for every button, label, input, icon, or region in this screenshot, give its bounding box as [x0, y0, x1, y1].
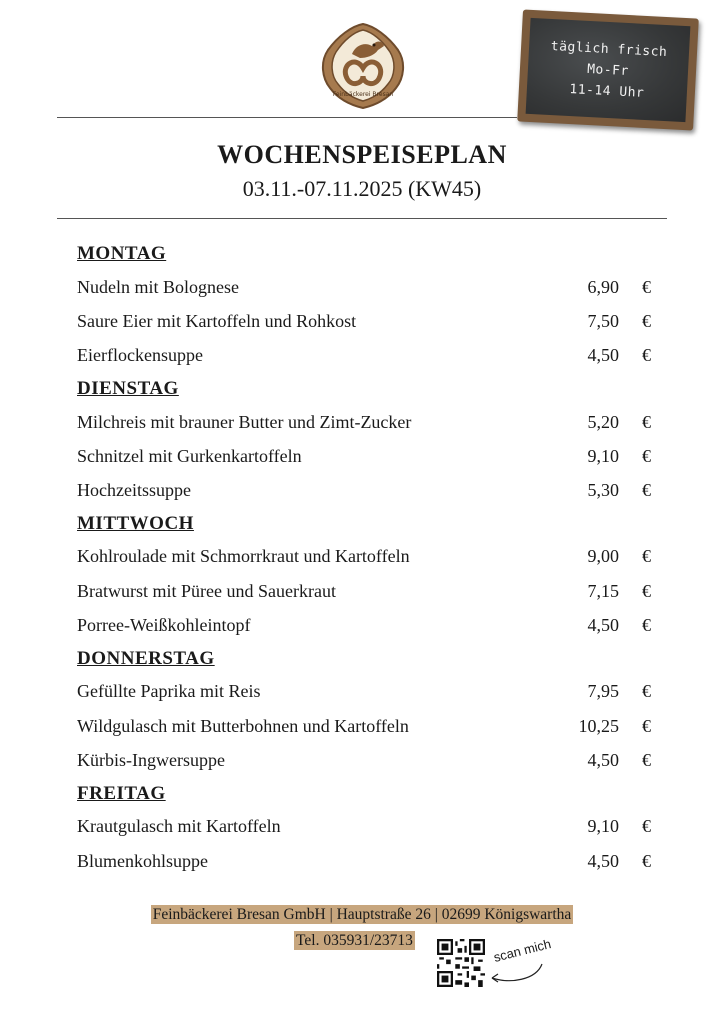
currency: €	[642, 580, 651, 601]
currency: €	[642, 615, 651, 636]
menu-item	[77, 339, 651, 373]
menu-item	[77, 675, 651, 709]
currency: €	[642, 345, 651, 366]
menu-item	[77, 574, 651, 608]
currency: €	[642, 445, 651, 466]
dish-name: Wildgulasch mit Butterbohnen und Kartoffeln	[77, 715, 409, 736]
day-heading: FREITAG	[77, 782, 166, 804]
dish-price: 7,50	[587, 310, 619, 331]
divider	[57, 218, 667, 219]
curved-arrow-icon	[486, 958, 546, 988]
dish-name: Bratwurst mit Püree und Sauerkraut	[77, 580, 336, 601]
dish-price: 6,90	[587, 276, 619, 297]
dish-name: Eierflockensuppe	[77, 345, 203, 366]
phone-number: Tel. 035931/23713	[296, 932, 413, 949]
page-title: WOCHENSPEISEPLAN	[217, 140, 507, 169]
address-line: Feinbäckerei Bresan GmbH | Hauptstraße 26 | 02699 Königswartha	[152, 906, 572, 923]
currency: €	[642, 816, 651, 837]
footer-address	[0, 906, 724, 924]
menu-item	[77, 304, 651, 338]
day-heading: MITTWOCH	[77, 512, 194, 534]
dish-price: 5,20	[587, 411, 619, 432]
logo-text: Feinbäckerei Bresan	[332, 91, 394, 98]
currency: €	[642, 411, 651, 432]
bakery-logo	[316, 16, 410, 112]
currency: €	[642, 546, 651, 567]
dish-price: 7,95	[587, 681, 619, 702]
dish-name: Blumenkohlsuppe	[77, 850, 208, 871]
currency: €	[642, 715, 651, 736]
phone-line	[294, 932, 415, 950]
dish-name: Milchreis mit brauner Butter und Zimt-Zucker	[77, 411, 412, 432]
menu-item	[77, 743, 651, 777]
dish-price: 9,00	[587, 546, 619, 567]
day-heading: DONNERSTAG	[77, 647, 215, 669]
dish-name: Gefüllte Paprika mit Reis	[77, 681, 261, 702]
menu-item	[77, 473, 651, 507]
currency: €	[642, 276, 651, 297]
qr-code-icon[interactable]	[437, 939, 485, 987]
dish-price: 4,50	[587, 749, 619, 770]
chalkboard-line: täglich frisch	[550, 38, 668, 60]
currency: €	[642, 480, 651, 501]
menu-item	[77, 810, 651, 844]
dish-name: Krautgulasch mit Kartoffeln	[77, 816, 281, 837]
dish-price: 4,50	[587, 850, 619, 871]
chalkboard-line: Mo-Fr	[586, 61, 630, 79]
dish-price: 9,10	[587, 445, 619, 466]
dish-price: 4,50	[587, 345, 619, 366]
date-range: 03.11.-07.11.2025 (KW45)	[242, 176, 482, 201]
menu-item	[77, 270, 651, 304]
dish-name: Kohlroulade mit Schmorrkraut und Kartoffeln	[77, 546, 410, 567]
dish-price: 7,15	[587, 580, 619, 601]
weekly-menu	[77, 238, 651, 878]
dish-name: Nudeln mit Bolognese	[77, 276, 239, 297]
currency: €	[642, 850, 651, 871]
divider	[57, 117, 517, 118]
day-heading: DIENSTAG	[77, 377, 179, 399]
scan-hint: scan mich	[492, 936, 553, 965]
dish-name: Hochzeitssuppe	[77, 480, 191, 501]
dish-price: 10,25	[578, 715, 619, 736]
currency: €	[642, 310, 651, 331]
dish-name: Schnitzel mit Gurkenkartoffeln	[77, 445, 302, 466]
menu-item	[77, 709, 651, 743]
menu-item	[77, 844, 651, 878]
menu-item	[77, 405, 651, 439]
menu-item	[77, 540, 651, 574]
dish-price: 9,10	[587, 816, 619, 837]
dish-price: 5,30	[587, 480, 619, 501]
chalkboard-line: 11-14 Uhr	[569, 81, 645, 101]
dish-name: Saure Eier mit Kartoffeln und Rohkost	[77, 310, 357, 331]
chalkboard-sign	[517, 9, 699, 130]
currency: €	[642, 681, 651, 702]
dish-price: 4,50	[587, 615, 619, 636]
dish-name: Porree-Weißkohleintopf	[77, 615, 251, 636]
menu-item	[77, 608, 651, 642]
day-heading: MONTAG	[77, 243, 167, 264]
menu-item	[77, 439, 651, 473]
dish-name: Kürbis-Ingwersuppe	[77, 749, 225, 770]
currency: €	[642, 749, 651, 770]
